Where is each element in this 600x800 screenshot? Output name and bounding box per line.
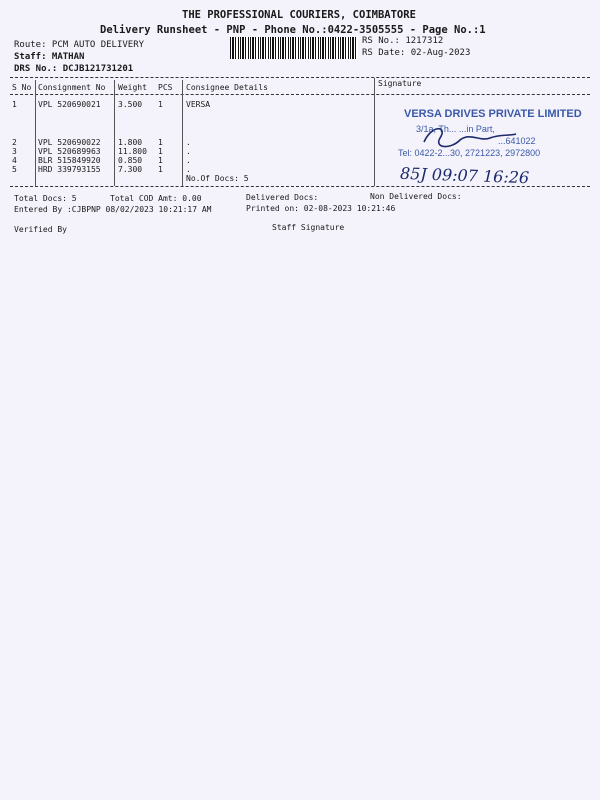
header-consignment: Consignment No (38, 83, 106, 92)
cell-consignment: VPL 520689963 (38, 147, 101, 156)
printed-on: Printed on: 02-08-2023 10:21:46 (246, 204, 396, 213)
cell-weight: 7.300 (118, 165, 143, 174)
table-top-rule (10, 77, 590, 78)
cell-weight: 1.800 (118, 138, 143, 147)
stamp-company: VERSA DRIVES PRIVATE LIMITED (404, 108, 582, 120)
drs-number: DRS No.: DCJB121731201 (14, 64, 134, 74)
cell-consignment: VPL 520690022 (38, 138, 101, 147)
entered-by: Entered By :CJBPNP 08/02/2023 10:21:17 AM (14, 205, 212, 214)
header-sno: S No (12, 83, 32, 92)
stamp-address: 3/1a, Th... ...in Part, (416, 124, 495, 134)
cell-consignee: . (186, 156, 191, 165)
stamp-phone: Tel: 0422-2...30, 2721223, 2972800 (398, 148, 541, 158)
cell-consignment: HRD 339793155 (38, 165, 101, 174)
cell-consignment: VPL 520690021 (38, 100, 101, 109)
cell-weight: 11.800 (118, 147, 147, 156)
total-cod: Total COD Amt: 0.00 (110, 194, 202, 203)
cell-sno: 4 (12, 156, 17, 165)
cell-pcs: 1 (158, 156, 163, 165)
table-header (0, 83, 600, 93)
cell-sno: 2 (12, 138, 17, 147)
company-stamp (380, 94, 590, 189)
header-signature: Signature (378, 79, 422, 88)
cell-pcs: 1 (158, 100, 163, 109)
staff-signature: Staff Signature (272, 223, 345, 232)
cell-pcs: 1 (158, 138, 163, 147)
cell-consignee: . (186, 165, 191, 174)
verified-by: Verified By (14, 225, 67, 234)
no-of-docs: No.Of Docs: 5 (186, 174, 249, 183)
cell-consignment: BLR 515849920 (38, 156, 101, 165)
company-title: THE PROFESSIONAL COURIERS, COIMBATORE (182, 9, 416, 21)
table-row (0, 100, 375, 110)
cell-weight: 0.850 (118, 156, 143, 165)
barcode (230, 37, 358, 59)
header-pcs: PCS (158, 83, 173, 92)
signature-scribble (420, 120, 520, 156)
cell-sno: 5 (12, 165, 17, 174)
header-weight: Weight (118, 83, 147, 92)
handwritten-note: 85J 09:07 16:26 (399, 163, 530, 188)
cell-sno: 3 (12, 147, 17, 156)
total-docs: Total Docs: 5 (14, 194, 77, 203)
cell-pcs: 1 (158, 147, 163, 156)
cell-consignee: VERSA (186, 100, 211, 109)
cell-consignee: . (186, 147, 191, 156)
route-label: Route: PCM AUTO DELIVERY (14, 40, 145, 50)
staff-label: Staff: MATHAN (14, 52, 85, 62)
cell-consignee: . (186, 138, 191, 147)
cell-weight: 3.500 (118, 100, 143, 109)
runsheet-title: Delivery Runsheet - PNP - Phone No.:0422-3505555 - Page No.:1 (100, 24, 486, 36)
rs-number: RS No.: 1217312 (362, 36, 444, 46)
cell-pcs: 1 (158, 165, 163, 174)
cell-sno: 1 (12, 100, 17, 109)
stamp-pin: ...641022 (498, 136, 536, 146)
header-consignee: Consignee Details (186, 83, 268, 92)
non-delivered-docs: Non Delivered Docs: (370, 192, 462, 201)
delivered-docs: Delivered Docs: (246, 193, 319, 202)
rs-date: RS Date: 02-Aug-2023 (362, 48, 471, 58)
